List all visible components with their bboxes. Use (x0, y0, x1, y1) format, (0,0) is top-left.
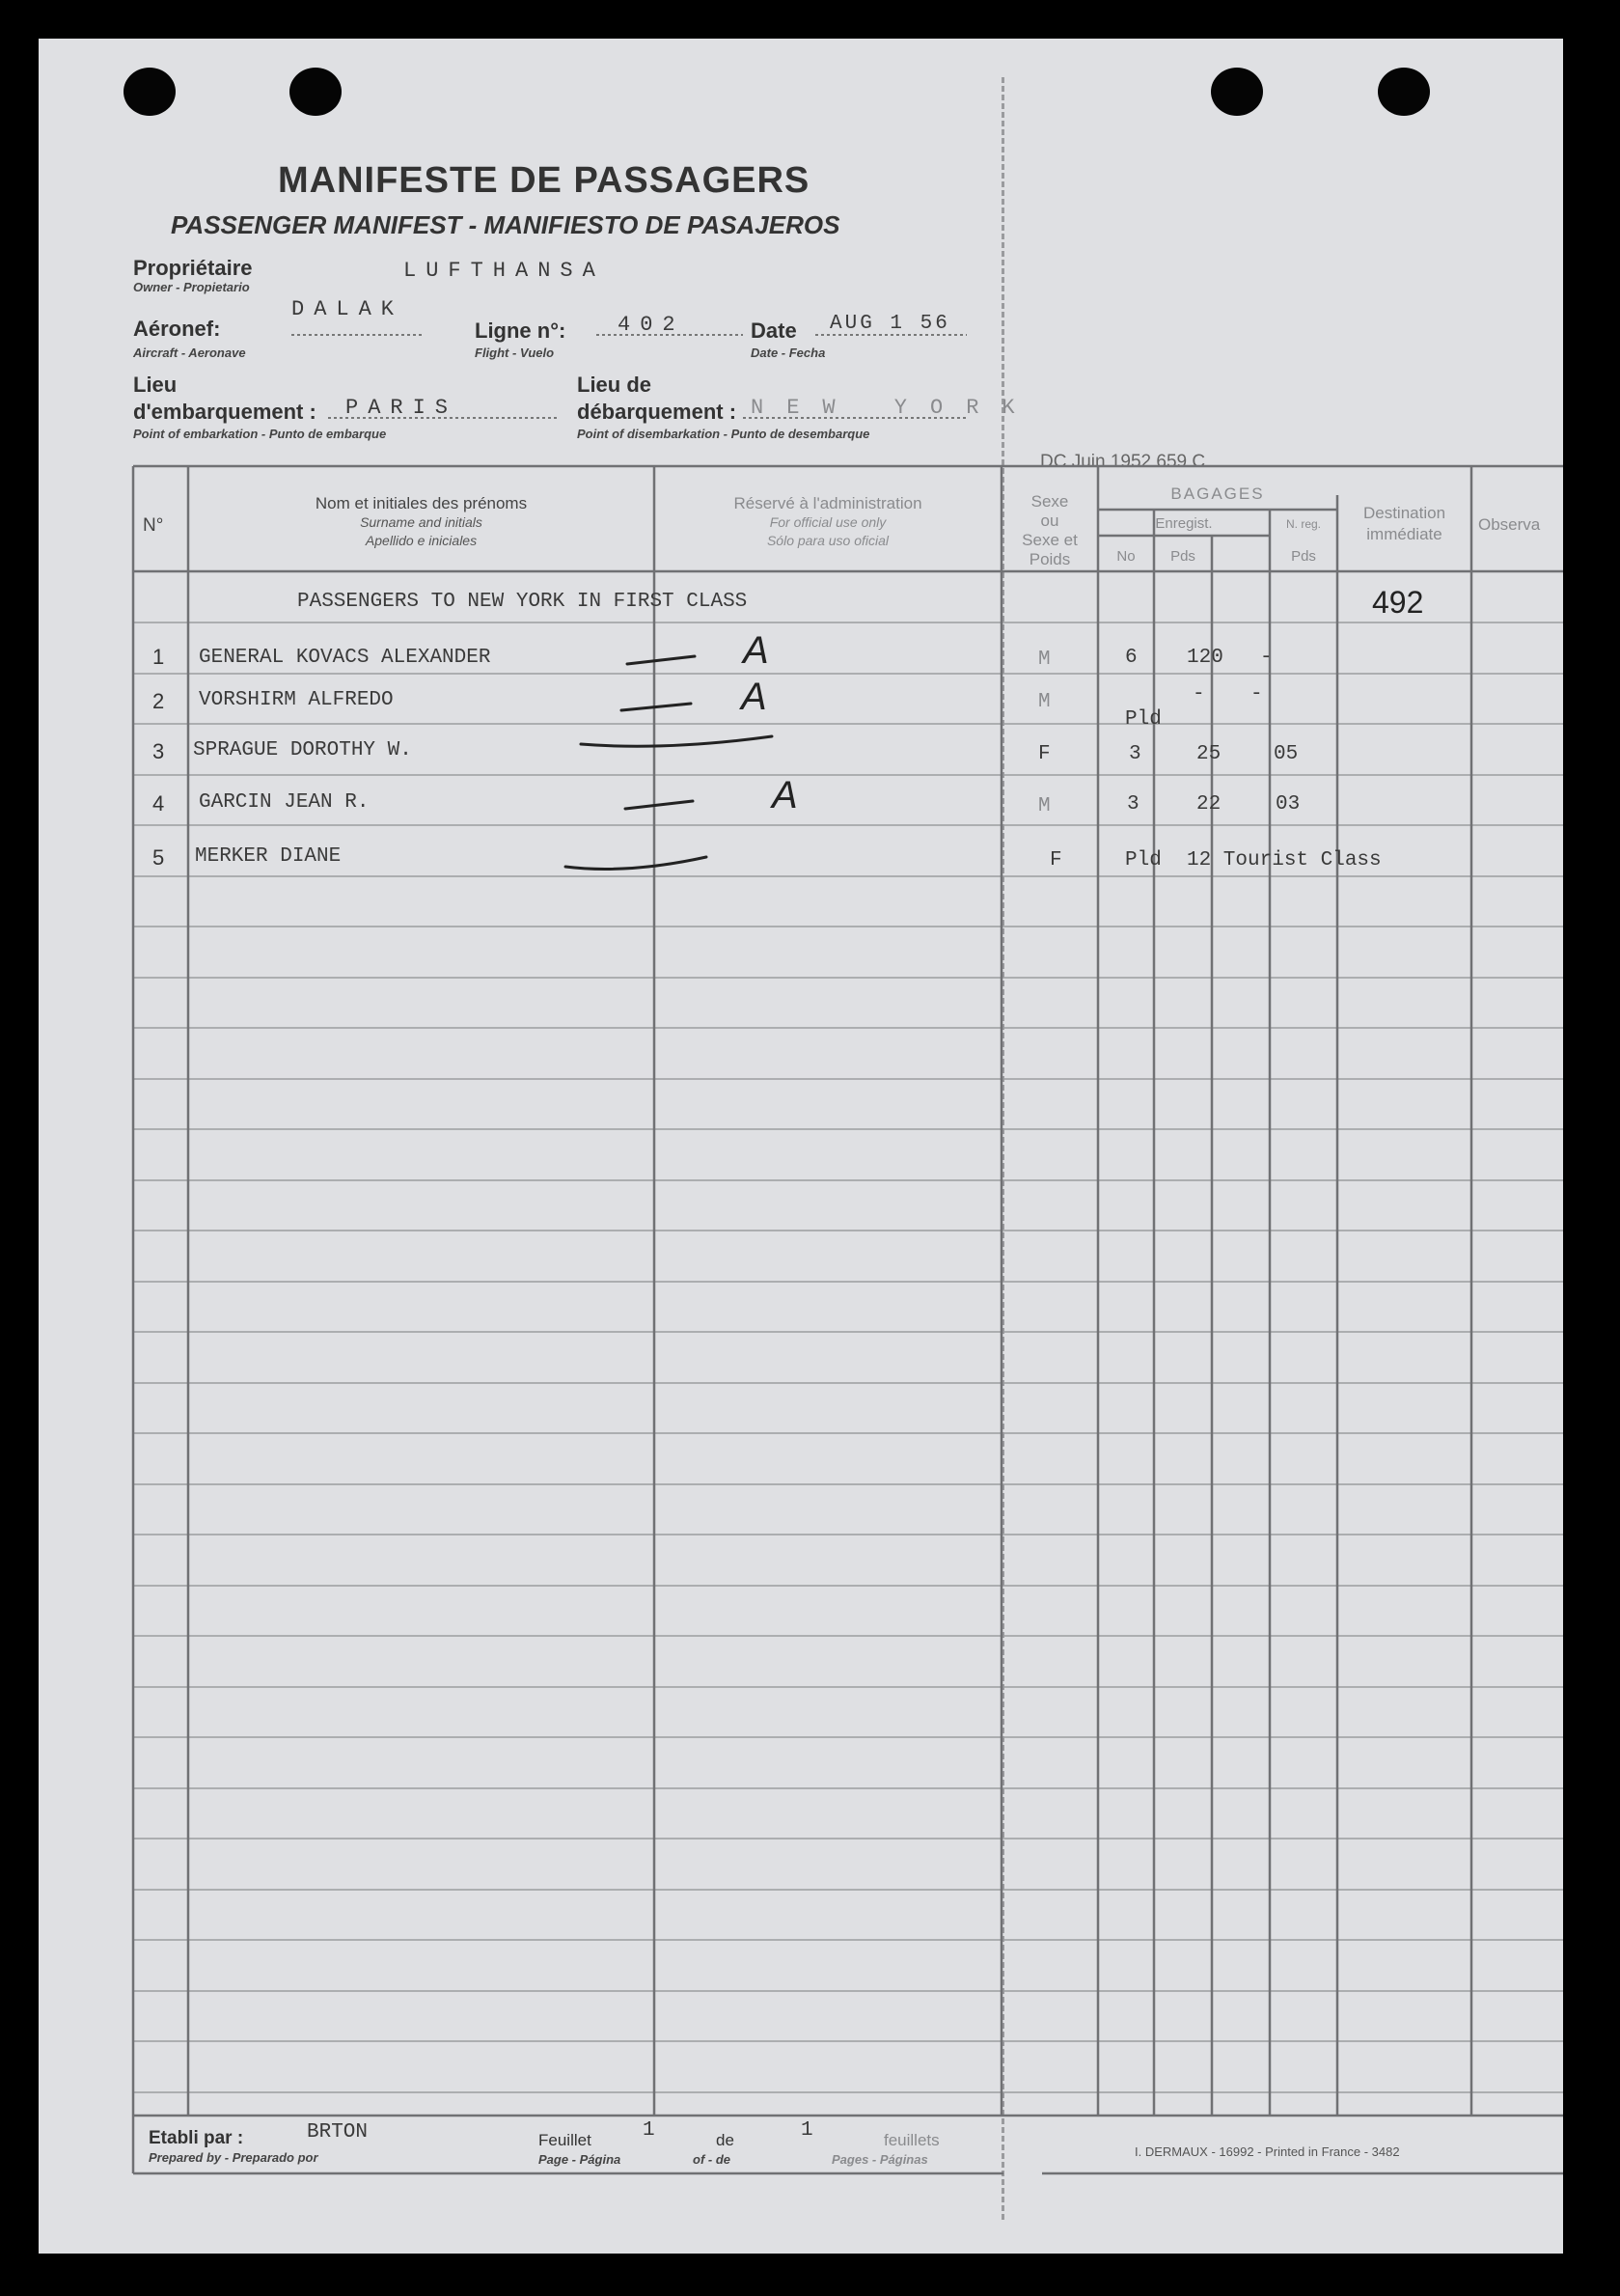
aircraft-label: Aéronef: (133, 317, 221, 341)
passenger-name: SPRAGUE DOROTHY W. (193, 739, 412, 761)
bag-weight: 22 (1196, 793, 1222, 816)
excess-weight: 05 (1274, 743, 1299, 765)
manifest-sheet (39, 39, 1563, 2254)
column-no: N° (143, 515, 164, 536)
flight-value: 402 (618, 313, 685, 337)
column-official-en: For official use only (769, 514, 887, 530)
embark-value: PARIS (345, 396, 458, 420)
prepared-sublabel: Prepared by - Preparado por (149, 2150, 318, 2165)
page-sublabel: Page - Página (538, 2152, 621, 2167)
printer-imprint: I. DERMAUX - 16992 - Printed in France - 3482 (1135, 2144, 1400, 2159)
column-destination-2: immédiate (1366, 525, 1442, 543)
handwritten-mark: A (772, 774, 798, 816)
column-sex-and: Sexe et (1022, 531, 1078, 549)
pages-label: feuillets (884, 2131, 940, 2149)
passenger-name: GARCIN JEAN R. (199, 791, 370, 814)
column-name: Nom et initiales des prénoms (315, 494, 528, 512)
disembark-value: NEW YORK (751, 396, 1038, 420)
column-observations: Observa (1478, 515, 1541, 534)
aircraft-sublabel: Aircraft - Aeronave (133, 346, 246, 360)
passenger-number: 4 (152, 791, 165, 816)
column-name-es: Apellido e iniciales (365, 533, 478, 548)
aircraft-value: DALAK (291, 297, 404, 321)
page-value: 1 (643, 2119, 655, 2142)
column-weight: Poids (1029, 550, 1071, 568)
embark-sublabel: Point of embarkation - Punto de embarque (133, 427, 387, 441)
bag-count: Pld (1125, 708, 1162, 731)
bag-count: 3 (1127, 793, 1139, 816)
count-note: 492 (1372, 585, 1424, 620)
flight-label: Ligne n°: (475, 318, 566, 343)
column-bag-pds: Pds (1170, 548, 1195, 565)
column-nreg: N. reg. (1285, 517, 1321, 531)
excess-weight: 03 (1276, 793, 1301, 816)
disembark-label-2: débarquement : (577, 400, 737, 424)
passenger-number: 1 (152, 645, 165, 669)
disembark-sublabel: Point of disembarkation - Punto de desembarque (577, 427, 870, 441)
owner-value: LUFTHANSA (403, 259, 605, 283)
bag-weight: 25 (1196, 743, 1222, 765)
owner-sublabel: Owner - Propietario (133, 280, 250, 294)
bag-count: 6 (1125, 647, 1138, 669)
of-label: de (716, 2131, 734, 2149)
date-sublabel: Date - Fecha (751, 346, 826, 360)
column-official-es: Sólo para uso oficial (766, 533, 890, 548)
excess-weight: - (1250, 683, 1263, 705)
prepared-label: Etabli par : (149, 2128, 244, 2148)
date-label: Date (751, 318, 797, 343)
column-bag-no: No (1116, 548, 1136, 565)
handwritten-mark: A (743, 629, 769, 672)
column-nreg-pds: Pds (1291, 548, 1316, 565)
page-subtitle: PASSENGER MANIFEST - MANIFIESTO DE PASAJEROS (171, 210, 840, 239)
table-grid (39, 39, 1563, 2254)
passenger-sex: F (1038, 743, 1051, 765)
passenger-number: 5 (152, 845, 165, 870)
prepared-value: BRTON (307, 2121, 369, 2144)
page-label: Feuillet (538, 2131, 591, 2149)
passenger-sex: M (1038, 691, 1051, 713)
section-heading: PASSENGERS TO NEW YORK IN FIRST CLASS (297, 591, 748, 613)
bag-count: Pld (1125, 849, 1162, 871)
bag-count: 3 (1129, 743, 1141, 765)
passenger-name: MERKER DIANE (195, 845, 342, 868)
flight-sublabel: Flight - Vuelo (475, 346, 555, 360)
column-bagages: BAGAGES (1170, 484, 1265, 503)
date-value: AUG 1 56 (830, 313, 950, 335)
passenger-sex: M (1038, 649, 1051, 671)
of-sublabel: of - de (693, 2152, 730, 2167)
column-name-en: Surname and initials (360, 514, 482, 530)
pages-sublabel: Pages - Páginas (832, 2152, 928, 2167)
bag-weight: - (1193, 683, 1205, 705)
bag-weight: 120 (1187, 647, 1223, 669)
disembark-label: Lieu de (577, 373, 652, 397)
of-value: 1 (801, 2119, 813, 2142)
form-code: DC Juin 1952 659 C (1040, 452, 1206, 472)
passenger-number: 2 (152, 689, 165, 713)
column-enregist: Enregist. (1155, 515, 1213, 532)
passenger-sex: F (1050, 849, 1062, 871)
column-sex-or: ou (1040, 512, 1059, 530)
embark-label: Lieu (133, 373, 178, 397)
column-sex: Sexe (1030, 492, 1069, 511)
passenger-name: GENERAL KOVACS ALEXANDER (199, 647, 491, 669)
bag-weight: 12 Tourist Class (1187, 849, 1382, 871)
page-title: MANIFESTE DE PASSAGERS (278, 160, 810, 201)
column-destination: Destination (1362, 504, 1446, 522)
passenger-name: VORSHIRM ALFREDO (199, 689, 394, 711)
excess-weight: - (1260, 647, 1273, 669)
column-official: Réservé à l'administration (733, 494, 922, 512)
passenger-sex: M (1038, 795, 1051, 817)
embark-label-2: d'embarquement : (133, 400, 316, 424)
owner-label: Propriétaire (133, 256, 253, 280)
handwritten-mark: A (741, 676, 767, 718)
passenger-number: 3 (152, 739, 165, 763)
